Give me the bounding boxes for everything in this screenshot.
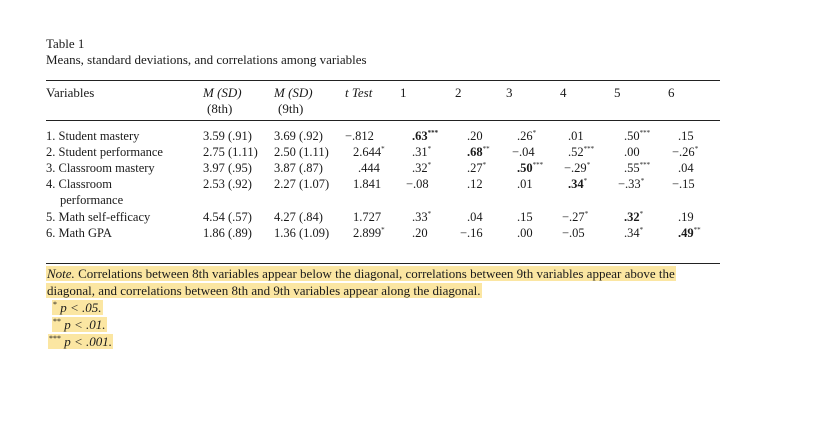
- cell-r1: .33*: [412, 210, 432, 224]
- row-variable: 3. Classroom mastery: [46, 161, 155, 175]
- cell-ttest: −.812: [345, 129, 374, 143]
- header-rule: [46, 120, 720, 121]
- table-row: [46, 160, 720, 176]
- cell-r1: −.08: [406, 177, 429, 191]
- cell-r5: .00: [624, 145, 640, 159]
- header-col-4: 4: [560, 85, 567, 100]
- table-row: [46, 176, 720, 208]
- cell-r2: .20: [467, 129, 483, 143]
- cell-r1: .32*: [412, 161, 432, 175]
- cell-r2: .04: [467, 210, 483, 224]
- cell-r3: .15: [517, 210, 533, 224]
- cell-m8: 3.97 (.95): [203, 161, 252, 175]
- table-note: [46, 265, 720, 350]
- cell-r4: .52***: [568, 145, 595, 159]
- table-caption: Means, standard deviations, and correlations among variables: [46, 52, 367, 67]
- cell-ttest: .444: [358, 161, 380, 175]
- cell-ttest: 2.644*: [353, 145, 385, 159]
- cell-ttest: 2.899*: [353, 226, 385, 240]
- header-m9-sub: (9th): [278, 101, 304, 116]
- cell-r5: .34*: [624, 226, 644, 240]
- cell-r4: .34*: [568, 177, 588, 191]
- cell-r3: .26*: [517, 129, 537, 143]
- cell-r5: .55***: [624, 161, 651, 175]
- note-text: Correlations between 8th variables appear below the diagonal, correlations between 9th variables appear above the diagonal, and correlations between 8th and 9th variables appear along the diagonal.: [47, 266, 675, 298]
- top-rule: [46, 80, 720, 81]
- cell-m9: 4.27 (.84): [274, 210, 323, 224]
- cell-r3: .01: [517, 177, 533, 191]
- cell-m9: 1.36 (1.09): [274, 226, 330, 240]
- header-col-3: 3: [506, 85, 513, 100]
- cell-r2: .68**: [467, 145, 490, 159]
- cell-r5: .32*: [624, 210, 644, 224]
- cell-m8: 4.54 (.57): [203, 210, 252, 224]
- cell-ttest: 1.727: [353, 210, 382, 224]
- footnote-p05: * p < .05.: [53, 300, 102, 315]
- row-variable: 5. Math self-efficacy: [46, 210, 151, 224]
- cell-m8: 1.86 (.89): [203, 226, 252, 240]
- header-m8: M (SD): [203, 85, 242, 100]
- cell-m8: 3.59 (.91): [203, 129, 252, 143]
- cell-r2: .12: [467, 177, 483, 191]
- cell-r1: .31*: [412, 145, 432, 159]
- cell-r3: −.04: [512, 145, 535, 159]
- header-col-5: 5: [614, 85, 621, 100]
- bottom-rule: [46, 263, 720, 264]
- cell-r1: .63***: [412, 129, 439, 143]
- cell-r6: −.15: [672, 177, 695, 191]
- cell-r6: .15: [678, 129, 694, 143]
- row-variable: 2. Student performance: [46, 145, 163, 159]
- row-variable-cont: performance: [60, 193, 124, 207]
- table-row: [46, 128, 720, 144]
- cell-r6: .49**: [678, 226, 701, 240]
- cell-m9: 3.87 (.87): [274, 161, 323, 175]
- header-ttest: t Test: [345, 85, 373, 100]
- table-row: [46, 209, 720, 225]
- header-col-6: 6: [668, 85, 675, 100]
- cell-r4: −.05: [562, 226, 585, 240]
- footnote-p001: *** p < .001.: [49, 334, 113, 349]
- note-paragraph: [46, 266, 676, 298]
- table-document: [46, 36, 726, 349]
- cell-r6: −.26*: [672, 145, 699, 159]
- note-label: Note.: [47, 266, 75, 281]
- cell-r5: −.33*: [618, 177, 645, 191]
- row-variable: 4. Classroom: [46, 177, 112, 191]
- cell-m9: 2.50 (1.11): [274, 145, 329, 159]
- cell-ttest: 1.841: [353, 177, 382, 191]
- table-row: [46, 144, 720, 160]
- header-m8-sub: (8th): [207, 101, 233, 116]
- table-header: [46, 85, 720, 117]
- cell-r4: .01: [568, 129, 584, 143]
- cell-r4: −.29*: [564, 161, 591, 175]
- header-variables: Variables: [46, 85, 95, 100]
- cell-r4: −.27*: [562, 210, 589, 224]
- header-col-1: 1: [400, 85, 407, 100]
- row-variable: 6. Math GPA: [46, 226, 112, 240]
- cell-m9: 2.27 (1.07): [274, 177, 330, 191]
- table-row: [46, 225, 720, 241]
- cell-r3: .00: [517, 226, 533, 240]
- cell-r5: .50***: [624, 129, 651, 143]
- cell-r2: .27*: [467, 161, 487, 175]
- cell-m9: 3.69 (.92): [274, 129, 323, 143]
- cell-r6: .04: [678, 161, 694, 175]
- footnote-p01: ** p < .01.: [53, 317, 106, 332]
- cell-r1: .20: [412, 226, 428, 240]
- cell-r6: .19: [678, 210, 694, 224]
- cell-m8: 2.53 (.92): [203, 177, 252, 191]
- cell-m8: 2.75 (1.11): [203, 145, 258, 159]
- cell-r2: −.16: [460, 226, 483, 240]
- row-variable: 1. Student mastery: [46, 129, 140, 143]
- cell-r3: .50***: [517, 161, 544, 175]
- table-label: Table 1: [46, 36, 85, 51]
- header-m9: M (SD): [274, 85, 313, 100]
- header-col-2: 2: [455, 85, 462, 100]
